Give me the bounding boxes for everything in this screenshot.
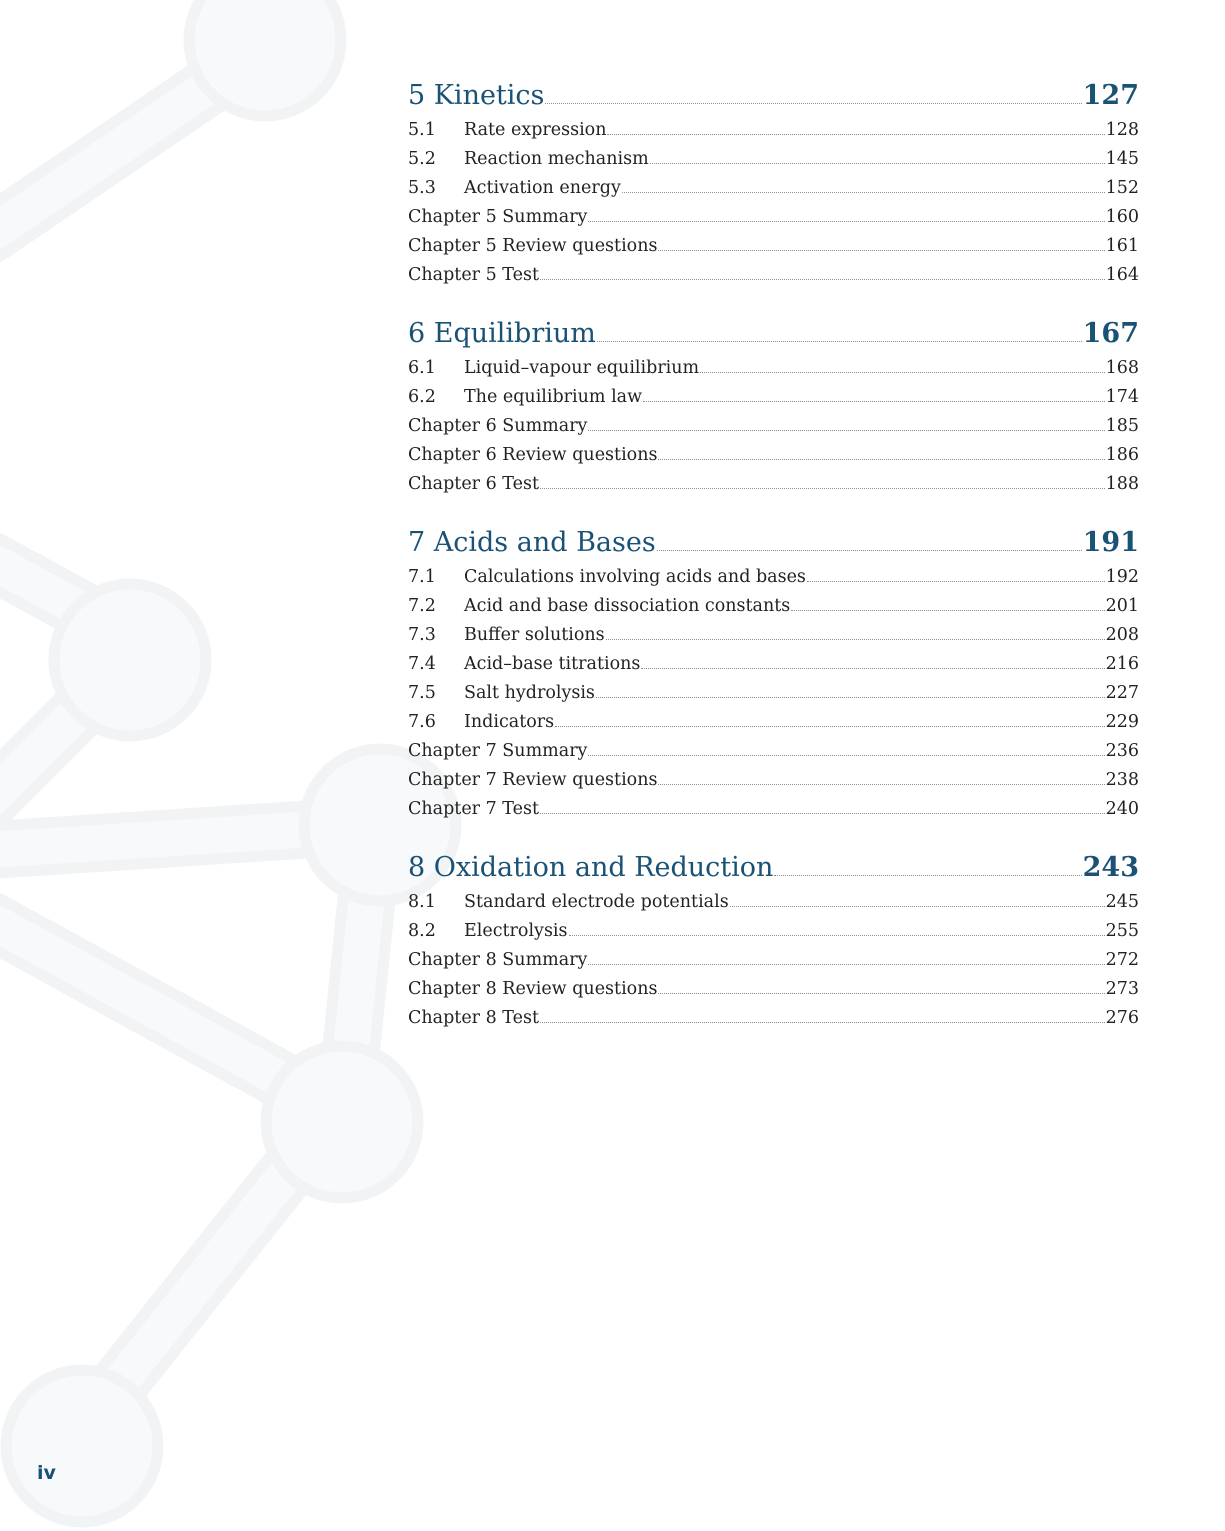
toc-entry[interactable] [408, 795, 1139, 824]
section-number: 7.3 [408, 625, 436, 645]
toc-entry[interactable] [408, 174, 1139, 203]
chapter-section [408, 523, 1139, 824]
chapter-heading[interactable] [408, 848, 1139, 888]
entry-label: Calculations involving acids and bases [464, 567, 806, 587]
toc-entry[interactable] [408, 203, 1139, 232]
entry-page-number: 236 [1105, 741, 1139, 761]
dot-leader [658, 784, 1104, 785]
entry-page-number: 240 [1105, 799, 1139, 819]
entry-label: Chapter 5 Review questions [408, 236, 658, 256]
dot-leader [540, 813, 1105, 814]
dot-leader [650, 163, 1105, 164]
entry-label: Chapter 6 Review questions [408, 445, 658, 465]
entry-page-number: 255 [1105, 921, 1139, 941]
dot-leader [569, 935, 1105, 936]
dot-leader [606, 639, 1105, 640]
entry-label: Chapter 7 Summary [408, 741, 588, 761]
entry-label: Electrolysis [464, 921, 568, 941]
dot-leader [774, 875, 1081, 876]
dot-leader [545, 103, 1081, 104]
dot-leader [700, 372, 1104, 373]
section-number: 6.2 [408, 387, 436, 407]
chapter-section [408, 76, 1139, 290]
toc-entry[interactable] [408, 412, 1139, 441]
entry-page-number: 227 [1105, 683, 1139, 703]
entry-label: Salt hydrolysis [464, 683, 595, 703]
toc-entry[interactable] [408, 650, 1139, 679]
chapter-heading[interactable] [408, 523, 1139, 563]
entry-page-number: 185 [1105, 416, 1139, 436]
entry-label: Chapter 5 Test [408, 265, 539, 285]
toc-entry[interactable] [408, 563, 1139, 592]
toc-entry[interactable] [408, 383, 1139, 412]
chapter-title: 6 Equilibrium [408, 318, 596, 349]
toc-entry[interactable] [408, 888, 1139, 917]
chapter-heading[interactable] [408, 314, 1139, 354]
section-number: 7.6 [408, 712, 436, 732]
dot-leader [643, 401, 1105, 402]
dot-leader [597, 341, 1082, 342]
section-number: 7.4 [408, 654, 436, 674]
dot-leader [555, 726, 1104, 727]
toc-entry[interactable] [408, 975, 1139, 1004]
entry-page-number: 201 [1105, 596, 1139, 616]
entry-page-number: 152 [1105, 178, 1139, 198]
toc-entry[interactable] [408, 261, 1139, 290]
toc-entry[interactable] [408, 470, 1139, 499]
toc-entry[interactable] [408, 917, 1139, 946]
dot-leader [540, 488, 1105, 489]
dot-leader [730, 906, 1105, 907]
entry-page-number: 174 [1105, 387, 1139, 407]
toc-entry[interactable] [408, 354, 1139, 383]
section-number: 6.1 [408, 358, 436, 378]
entry-label: Standard electrode potentials [464, 892, 729, 912]
chapter-title: 5 Kinetics [408, 80, 545, 111]
entry-page-number: 229 [1105, 712, 1139, 732]
chapter-page-number: 127 [1082, 80, 1139, 111]
entry-page-number: 168 [1105, 358, 1139, 378]
chapter-title: 8 Oxidation and Reduction [408, 852, 774, 883]
entry-label: Reaction mechanism [464, 149, 649, 169]
entry-label: Chapter 8 Review questions [408, 979, 658, 999]
entry-page-number: 192 [1105, 567, 1139, 587]
toc-entry[interactable] [408, 766, 1139, 795]
table-of-contents [408, 76, 1139, 1057]
section-number: 5.1 [408, 120, 436, 140]
entry-label: Chapter 6 Summary [408, 416, 588, 436]
entry-page-number: 160 [1105, 207, 1139, 227]
entry-page-number: 188 [1105, 474, 1139, 494]
dot-leader [588, 755, 1104, 756]
dot-leader [588, 221, 1104, 222]
section-number: 7.1 [408, 567, 436, 587]
entry-label: Chapter 7 Test [408, 799, 539, 819]
entry-page-number: 208 [1105, 625, 1139, 645]
dot-leader [641, 668, 1104, 669]
dot-leader [588, 430, 1104, 431]
entry-label: Liquid–vapour equilibrium [464, 358, 700, 378]
dot-leader [657, 550, 1082, 551]
entry-label: Acid–base titrations [464, 654, 641, 674]
entry-page-number: 276 [1105, 1008, 1139, 1028]
entry-label: Chapter 5 Summary [408, 207, 588, 227]
toc-entry[interactable] [408, 116, 1139, 145]
toc-entry[interactable] [408, 946, 1139, 975]
dot-leader [540, 1022, 1105, 1023]
chapter-page-number: 191 [1082, 527, 1139, 558]
dot-leader [540, 279, 1105, 280]
dot-leader [658, 993, 1104, 994]
entry-label: Chapter 8 Summary [408, 950, 588, 970]
entry-label: Chapter 8 Test [408, 1008, 539, 1028]
entry-page-number: 145 [1105, 149, 1139, 169]
toc-entry[interactable] [408, 679, 1139, 708]
toc-entry[interactable] [408, 737, 1139, 766]
entry-label: The equilibrium law [464, 387, 643, 407]
section-number: 7.5 [408, 683, 436, 703]
section-number: 8.1 [408, 892, 436, 912]
entry-page-number: 272 [1105, 950, 1139, 970]
dot-leader [807, 581, 1105, 582]
chapter-title: 7 Acids and Bases [408, 527, 656, 558]
toc-entry[interactable] [408, 1004, 1139, 1033]
entry-label: Acid and base dissociation constants [464, 596, 791, 616]
section-number: 7.2 [408, 596, 436, 616]
section-number: 5.2 [408, 149, 436, 169]
dot-leader [658, 250, 1104, 251]
toc-entry[interactable] [408, 708, 1139, 737]
chapter-section [408, 848, 1139, 1033]
entry-page-number: 273 [1105, 979, 1139, 999]
entry-label: Rate expression [464, 120, 607, 140]
dot-leader [658, 459, 1104, 460]
chapter-heading[interactable] [408, 76, 1139, 116]
chapter-section [408, 314, 1139, 499]
dot-leader [596, 697, 1105, 698]
section-number: 5.3 [408, 178, 436, 198]
entry-label: Chapter 7 Review questions [408, 770, 658, 790]
entry-label: Chapter 6 Test [408, 474, 539, 494]
dot-leader [588, 964, 1104, 965]
dot-leader [607, 134, 1104, 135]
entry-page-number: 216 [1105, 654, 1139, 674]
chapter-page-number: 243 [1082, 852, 1139, 883]
entry-page-number: 238 [1105, 770, 1139, 790]
entry-page-number: 128 [1105, 120, 1139, 140]
dot-leader [791, 610, 1104, 611]
entry-page-number: 164 [1105, 265, 1139, 285]
entry-page-number: 186 [1105, 445, 1139, 465]
chapter-page-number: 167 [1082, 318, 1139, 349]
dot-leader [622, 192, 1105, 193]
section-number: 8.2 [408, 921, 436, 941]
entry-label: Indicators [464, 712, 555, 732]
toc-entry[interactable] [408, 441, 1139, 470]
entry-page-number: 161 [1105, 236, 1139, 256]
toc-entry[interactable] [408, 232, 1139, 261]
toc-entry[interactable] [408, 621, 1139, 650]
page-number: iv [37, 1462, 56, 1484]
toc-entry[interactable] [408, 145, 1139, 174]
entry-label: Activation energy [464, 178, 621, 198]
entry-page-number: 245 [1105, 892, 1139, 912]
toc-entry[interactable] [408, 592, 1139, 621]
entry-label: Buffer solutions [464, 625, 605, 645]
